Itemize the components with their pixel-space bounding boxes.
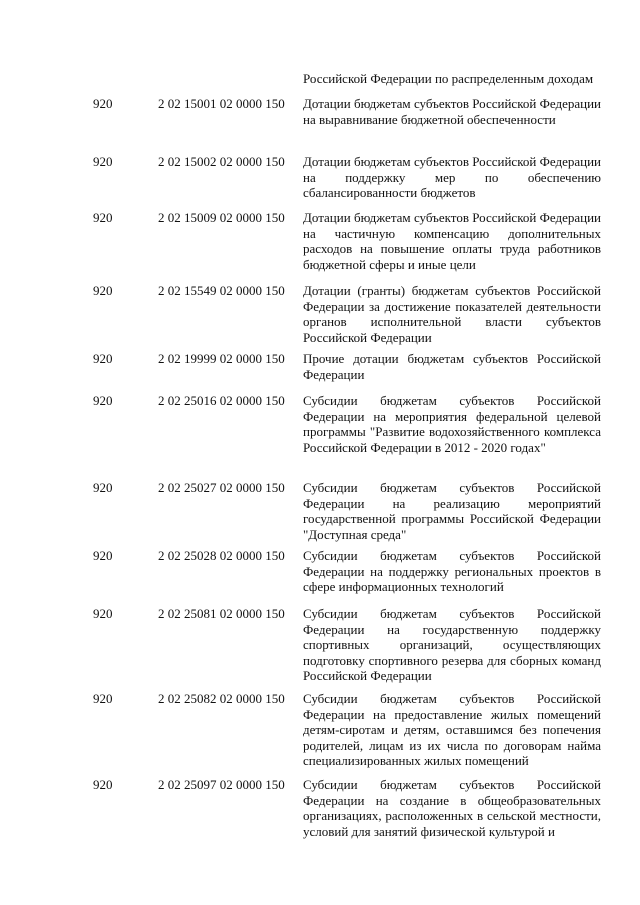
admin-code: 920 xyxy=(93,96,113,111)
admin-code: 920 xyxy=(93,480,113,495)
revenue-name: Субсидии бюджетам субъектов Российской Федерации на поддержку региональных проектов в сфере информационных технологий xyxy=(303,548,601,594)
revenue-code: 2 02 25081 02 0000 150 xyxy=(158,606,285,621)
revenue-code: 2 02 25097 02 0000 150 xyxy=(158,777,285,792)
admin-code: 920 xyxy=(93,548,113,563)
revenue-name: Дотации бюджетам субъектов Российской Федерации на выравнивание бюджетной обеспеченности xyxy=(303,96,601,127)
continuation-text: Российской Федерации по распределенным доходам xyxy=(303,71,594,86)
admin-code: 920 xyxy=(93,210,113,225)
revenue-code: 2 02 15001 02 0000 150 xyxy=(158,96,285,111)
revenue-name: Дотации (гранты) бюджетам субъектов Российской Федерации за достижение показателей деятельности органов исполнительной власти субъектов Российской Федерации xyxy=(303,283,601,345)
revenue-code: 2 02 15002 02 0000 150 xyxy=(158,154,285,169)
revenue-name: Субсидии бюджетам субъектов Российской Федерации на государственную поддержку спортивных организаций, осуществляющих подготовку спортивного резерва для сборных команд Российской Федерации xyxy=(303,606,601,683)
revenue-code: 2 02 15549 02 0000 150 xyxy=(158,283,285,298)
revenue-name: Субсидии бюджетам субъектов Российской Федерации на мероприятия федеральной целевой программы "Развитие водохозяйственного комплекса Российской Федерации в 2012 - 2020 годах" xyxy=(303,393,601,455)
revenue-name: Субсидии бюджетам субъектов Российской Федерации на реализацию мероприятий государственной программы Российской Федерации "Доступная среда" xyxy=(303,480,601,542)
admin-code: 920 xyxy=(93,777,113,792)
revenue-code: 2 02 25027 02 0000 150 xyxy=(158,480,285,495)
revenue-name: Дотации бюджетам субъектов Российской Федерации на поддержку мер по обеспечению сбалансированности бюджетов xyxy=(303,154,601,200)
revenue-name: Прочие дотации бюджетам субъектов Российской Федерации xyxy=(303,351,601,382)
revenue-name: Субсидии бюджетам субъектов Российской Федерации на создание в общеобразовательных организациях, расположенных в сельской местности, условий для занятий физической культурой и xyxy=(303,777,601,839)
revenue-code: 2 02 25028 02 0000 150 xyxy=(158,548,285,563)
admin-code: 920 xyxy=(93,606,113,621)
admin-code: 920 xyxy=(93,351,113,366)
admin-code: 920 xyxy=(93,393,113,408)
revenue-code: 2 02 25016 02 0000 150 xyxy=(158,393,285,408)
revenue-name: Дотации бюджетам субъектов Российской Федерации на частичную компенсацию дополнительных расходов на повышение оплаты труда работников бюджетной сферы и иные цели xyxy=(303,210,601,272)
admin-code: 920 xyxy=(93,283,113,298)
revenue-code: 2 02 25082 02 0000 150 xyxy=(158,691,285,706)
admin-code: 920 xyxy=(93,154,113,169)
admin-code: 920 xyxy=(93,691,113,706)
revenue-code: 2 02 19999 02 0000 150 xyxy=(158,351,285,366)
revenue-name: Субсидии бюджетам субъектов Российской Федерации на предоставление жилых помещений детям-сиротам и детям, оставшимся без попечения родителей, лицам из их числа по договорам найма специализированных жилых помещений xyxy=(303,691,601,768)
revenue-code: 2 02 15009 02 0000 150 xyxy=(158,210,285,225)
